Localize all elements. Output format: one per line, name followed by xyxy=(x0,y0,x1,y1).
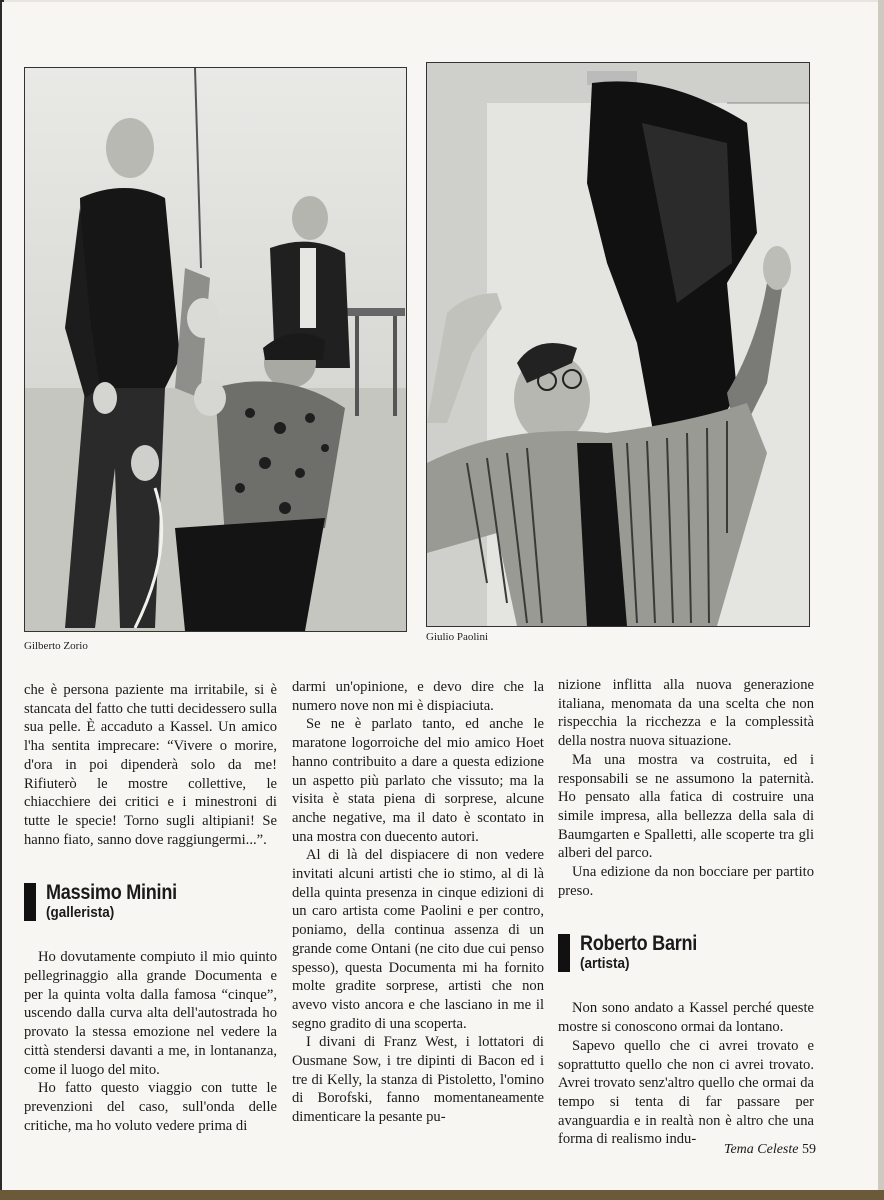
heading-name: Massimo Minini xyxy=(46,881,177,905)
paragraph: che è persona paziente ma irritabile, si è stancata del fatto che tutti decidessero sulla sua pelle. È accaduto a Kassel. Un amico l'ha sentita imprecare: “Vivere o morire, d'ora in poi dipenderà solo da me! Rifiuterò le mostre collettive, le chiacchiere dei critici e i minestroni di tutte le specie! Torno sugli altipiani! Se hanno fiato, sanno dove raggiungermi...”. xyxy=(24,682,277,848)
photo-left-illustration xyxy=(25,68,406,631)
caption-left: Gilberto Zorio xyxy=(24,640,88,652)
page-number: 59 xyxy=(802,1142,816,1157)
caption-right: Giulio Paolini xyxy=(426,631,489,643)
paragraph: Ho dovutamente compiuto il mio quinto pellegrinaggio alla grande Documenta e per la quinta volta dalla famosa “cinque”, uscendo dalla curva alta dell'autostrada ho provato la stessa emozione nel vedere la città stendersi davanti a me, in lontananza, come il luogo del mito. xyxy=(24,949,277,1078)
paragraph: Al di là del dispiacere di non vedere invitati alcuni artisti che io stimo, al di là della quinta presenza in cinque edizioni di un caro artista come Paolini e per contro, poniamo, della continua assenza di un grande come Ontani (ne cito due cui penso spesso), questa Documenta mi ha fornito molte gradite sorprese, artisti che non avevo visto ancora e che lasciano in me il segno gradito di una scoperta. xyxy=(292,847,544,1032)
heading-name: Roberto Barni xyxy=(580,932,698,956)
paragraph: darmi un'opinione, e devo dire che la numero nove non mi è dispiaciuta. xyxy=(292,679,544,714)
photo-gilberto-zorio xyxy=(24,67,407,632)
paragraph: Se ne è parlato tanto, ed anche le maratone logorroiche del mio amico Hoet hanno contribuito a dare a questa edizione un aspetto più parlato che vissuto; ma la visita è stata piena di sorprese, alcune anche negative, ma il dato è scontato in una mostra con duecento autori. xyxy=(292,716,544,845)
paragraph: Una edizione da non bocciare per partito preso. xyxy=(558,864,814,899)
heading-role: (artista) xyxy=(580,955,630,973)
paragraph: nizione inflitta alla nuova generazione italiana, menomata da una scelta che non rispecchia la ricchezza e la complessità della nostra nuova situazione. xyxy=(558,677,814,750)
magazine-name: Tema Celeste xyxy=(723,1142,799,1157)
heading-role: (gallerista) xyxy=(46,904,115,922)
page-edge-bottom xyxy=(0,1190,884,1200)
heading-bar xyxy=(558,934,570,972)
text-column-2 xyxy=(292,678,544,1127)
page-edge-right xyxy=(878,0,884,1200)
paragraph: Sapevo quello che ci avrei trovato e soprattutto quello che non ci avrei trovato. Avrei trovato senz'altro quello che ormai da tempo si tenta di far passare per avanguardia e in realtà non è altro che una forma di realismo indu- xyxy=(558,1037,814,1148)
paragraph: I divani di Franz West, i lottatori di Ousmane Sow, i tre dipinti di Bacon ed i tre di Kelly, la stanza di Pistoletto, l'omino di Borofski, fanno momentaneamente dimenticare la pesante pu- xyxy=(292,1034,544,1126)
photo-right-illustration xyxy=(427,63,809,626)
text-column-3 xyxy=(558,676,814,1149)
heading-bar xyxy=(24,883,36,921)
paragraph: Ho fatto questo viaggio con tutte le prevenzioni del caso, sull'onda delle critiche, ma ho voluto vedere prima di xyxy=(24,1080,277,1134)
paragraph: Non sono andato a Kassel perché queste mostre si conoscono ormai da lontano. xyxy=(558,1000,814,1036)
paragraph: Ma una mostra va costruita, ed i responsabili se ne assumono la paternità. Ho pensato alla fatica di costruire una simile impresa, alla bellezza della sala di Baumgarten e Spalletti, alle scoperte tra gli alberi del parco. xyxy=(558,751,814,862)
photo-giulio-paolini xyxy=(426,62,810,627)
text-column-1 xyxy=(24,681,277,1135)
section-heading-barni xyxy=(558,932,814,973)
page-footer xyxy=(724,1142,816,1158)
section-heading-minini xyxy=(24,881,277,922)
